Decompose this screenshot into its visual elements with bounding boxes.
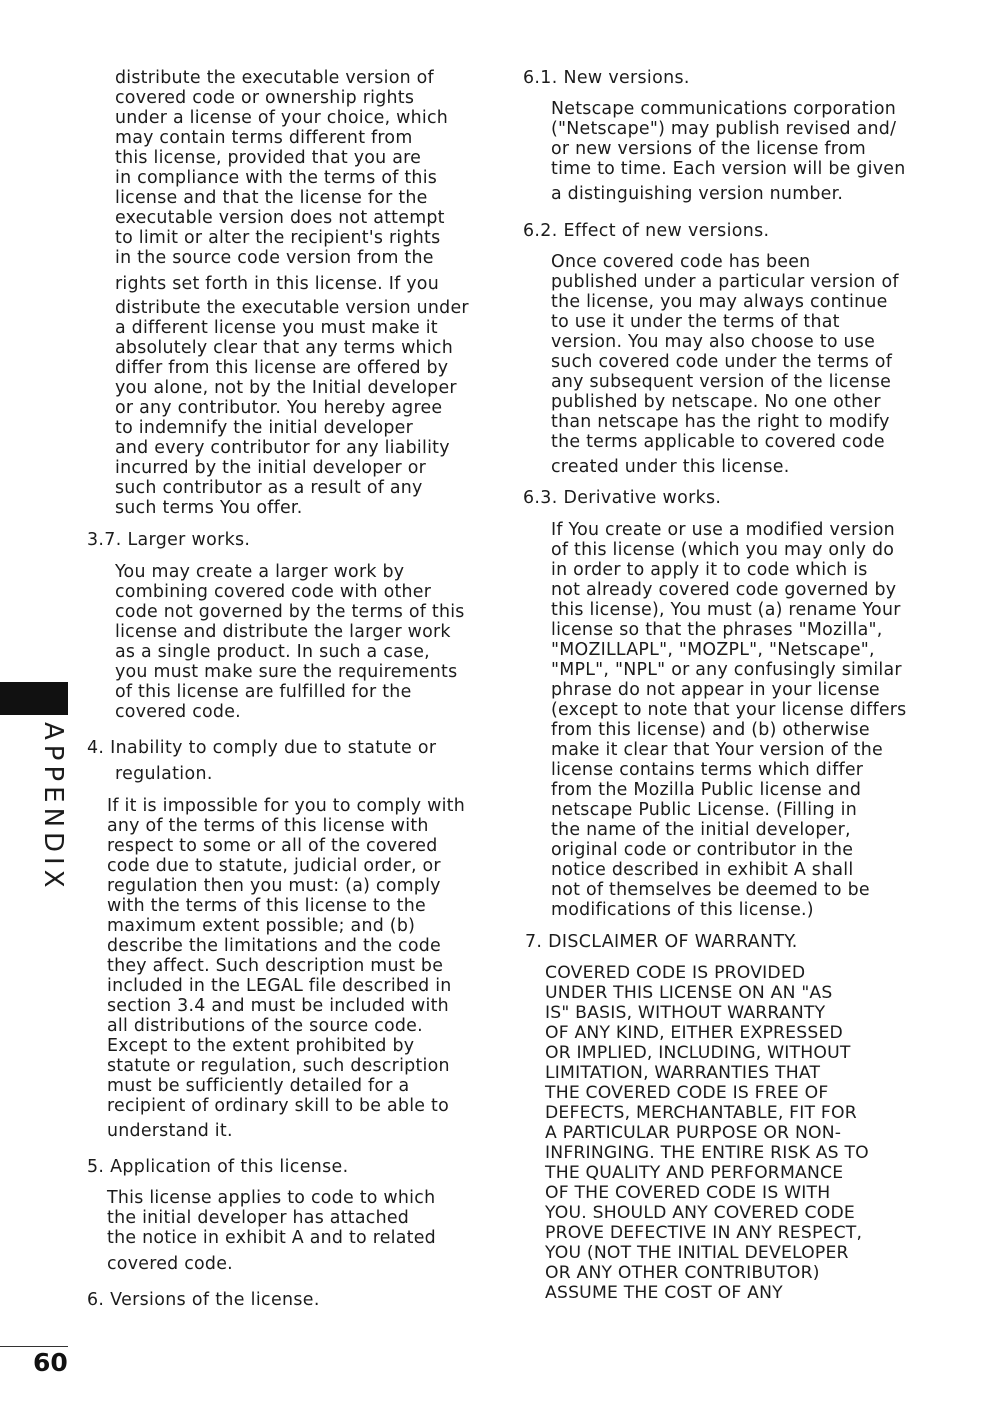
text-line: incurred by the initial developer or <box>115 458 427 478</box>
text-line: than netscape has the right to modify <box>551 412 890 432</box>
text-line: or any contributor. You hereby agree <box>115 398 443 418</box>
section-heading: 6.1. New versions. <box>523 68 690 88</box>
text-line: absolutely clear that any terms which <box>115 338 453 358</box>
text-line: PROVE DEFECTIVE IN ANY RESPECT, <box>545 1223 863 1243</box>
text-line: respect to some or all of the covered <box>107 836 438 856</box>
text-line: and every contributor for any liability <box>115 438 450 458</box>
text-line: under a license of your choice, which <box>115 108 449 128</box>
text-line: from the Mozilla Public license and <box>551 780 862 800</box>
text-line: version. You may also choose to use <box>551 332 876 352</box>
text-line: THE QUALITY AND PERFORMANCE <box>545 1163 844 1183</box>
text-line: must be sufficiently detailed for a <box>107 1076 410 1096</box>
text-line: UNDER THIS LICENSE ON AN "AS <box>545 983 833 1003</box>
text-line: modifications of this license.) <box>551 900 814 920</box>
text-line: Netscape communications corporation <box>551 99 897 119</box>
text-line: statute or regulation, such description <box>107 1056 450 1076</box>
text-line: THE COVERED CODE IS FREE OF <box>545 1083 829 1103</box>
text-line: rights set forth in this license. If you <box>115 274 439 294</box>
section-heading: 4. Inability to comply due to statute or <box>87 738 437 758</box>
text-line: may contain terms different from <box>115 128 413 148</box>
text-line: they affect. Such description must be <box>107 956 444 976</box>
text-line: time to time. Each version will be given <box>551 159 906 179</box>
text-line: Once covered code has been <box>551 252 811 272</box>
section-label-appendix: APPENDIX <box>38 722 68 893</box>
text-line: maximum extent possible; and (b) <box>107 916 416 936</box>
text-line: If You create or use a modified version <box>551 520 895 540</box>
text-line: covered code or ownership rights <box>115 88 415 108</box>
text-line: covered code. <box>115 702 241 722</box>
text-line: YOU (NOT THE INITIAL DEVELOPER <box>545 1243 849 1263</box>
text-line: OF THE COVERED CODE IS WITH <box>545 1183 831 1203</box>
text-line: ("Netscape") may publish revised and/ <box>551 119 897 139</box>
text-line: as a single product. In such a case, <box>115 642 430 662</box>
text-line: license so that the phrases "Mozilla", <box>551 620 883 640</box>
text-line: license and that the license for the <box>115 188 428 208</box>
text-line: not already covered code governed by <box>551 580 897 600</box>
text-line: DEFECTS, MERCHANTABLE, FIT FOR <box>545 1103 857 1123</box>
text-line: If it is impossible for you to comply with <box>107 796 466 816</box>
text-line: you must make sure the requirements <box>115 662 458 682</box>
text-line: YOU. SHOULD ANY COVERED CODE <box>545 1203 855 1223</box>
text-line: not of themselves be deemed to be <box>551 880 870 900</box>
text-line: included in the LEGAL file described in <box>107 976 452 996</box>
text-line: license and distribute the larger work <box>115 622 451 642</box>
text-line: ASSUME THE COST OF ANY <box>545 1283 783 1303</box>
text-line: "MOZILLAPL", "MOZPL", "Netscape", <box>551 640 875 660</box>
text-line: recipient of ordinary skill to be able to <box>107 1096 449 1116</box>
section-heading: 3.7. Larger works. <box>87 530 251 550</box>
text-line: such covered code under the terms of <box>551 352 893 372</box>
text-line: This license applies to code to which <box>107 1188 436 1208</box>
text-line: in compliance with the terms of this <box>115 168 438 188</box>
text-line: the license, you may always continue <box>551 292 888 312</box>
text-line: of this license (which you may only do <box>551 540 895 560</box>
text-line: such terms You offer. <box>115 498 303 518</box>
text-line: original code or contributor in the <box>551 840 854 860</box>
text-line: code not governed by the terms of this <box>115 602 465 622</box>
text-line: distribute the executable version under <box>115 298 469 318</box>
section-tab-marker <box>0 682 68 715</box>
text-line: regulation then you must: (a) comply <box>107 876 441 896</box>
page-number: 60 <box>33 1348 68 1377</box>
text-line: a distinguishing version number. <box>551 184 844 204</box>
text-line: OF ANY KIND, EITHER EXPRESSED <box>545 1023 843 1043</box>
text-line: (except to note that your license differs <box>551 700 907 720</box>
text-line: INFRINGING. THE ENTIRE RISK AS TO <box>545 1143 869 1163</box>
text-line: You may create a larger work by <box>115 562 405 582</box>
text-line: the initial developer has attached <box>107 1208 410 1228</box>
text-line: OR ANY OTHER CONTRIBUTOR) <box>545 1263 820 1283</box>
text-line: section 3.4 and must be included with <box>107 996 449 1016</box>
text-line: in the source code version from the <box>115 248 434 268</box>
text-line: Except to the extent prohibited by <box>107 1036 415 1056</box>
text-line: the terms applicable to covered code <box>551 432 885 452</box>
text-line: "MPL", "NPL" or any confusingly similar <box>551 660 902 680</box>
footer-rule <box>0 1346 68 1347</box>
text-line: from this license) and (b) otherwise <box>551 720 870 740</box>
text-line: understand it. <box>107 1121 233 1141</box>
text-line: with the terms of this license to the <box>107 896 426 916</box>
text-line: make it clear that Your version of the <box>551 740 883 760</box>
text-line: distribute the executable version of <box>115 68 434 88</box>
text-line: IS" BASIS, WITHOUT WARRANTY <box>545 1003 826 1023</box>
text-line: license contains terms which differ <box>551 760 864 780</box>
text-line: you alone, not by the Initial developer <box>115 378 457 398</box>
section-heading: 6.2. Effect of new versions. <box>523 221 770 241</box>
section-heading: 7. DISCLAIMER OF WARRANTY. <box>525 932 798 952</box>
text-line: the name of the initial developer, <box>551 820 851 840</box>
text-line: covered code. <box>107 1254 233 1274</box>
section-heading: 5. Application of this license. <box>87 1157 349 1177</box>
text-line: phrase do not appear in your license <box>551 680 880 700</box>
text-line: netscape Public License. (Filling in <box>551 800 857 820</box>
text-line: all distributions of the source code. <box>107 1016 423 1036</box>
text-line: a different license you must make it <box>115 318 438 338</box>
text-line: of this license are fulfilled for the <box>115 682 412 702</box>
section-heading: 6. Versions of the license. <box>87 1290 320 1310</box>
text-line: this license, provided that you are <box>115 148 422 168</box>
text-line: in order to apply it to code which is <box>551 560 868 580</box>
text-line: such contributor as a result of any <box>115 478 423 498</box>
text-line: A PARTICULAR PURPOSE OR NON- <box>545 1123 842 1143</box>
text-line: notice described in exhibit A shall <box>551 860 854 880</box>
text-line: any of the terms of this license with <box>107 816 429 836</box>
text-line: or new versions of the license from <box>551 139 866 159</box>
section-heading: 6.3. Derivative works. <box>523 488 722 508</box>
text-line: published by netscape. No one other <box>551 392 881 412</box>
text-line: to use it under the terms of that <box>551 312 840 332</box>
text-line: code due to statute, judicial order, or <box>107 856 441 876</box>
text-line: describe the limitations and the code <box>107 936 441 956</box>
text-line: to limit or alter the recipient's rights <box>115 228 441 248</box>
text-line: combining covered code with other <box>115 582 432 602</box>
text-line: this license), You must (a) rename Your <box>551 600 901 620</box>
text-line: OR IMPLIED, INCLUDING, WITHOUT <box>545 1043 851 1063</box>
section-heading: regulation. <box>115 764 213 784</box>
text-line: published under a particular version of <box>551 272 899 292</box>
text-line: any subsequent version of the license <box>551 372 892 392</box>
text-line: the notice in exhibit A and to related <box>107 1228 436 1248</box>
text-line: executable version does not attempt <box>115 208 445 228</box>
text-line: LIMITATION, WARRANTIES THAT <box>545 1063 821 1083</box>
text-line: created under this license. <box>551 457 790 477</box>
text-line: to indemnify the initial developer <box>115 418 414 438</box>
text-line: COVERED CODE IS PROVIDED <box>545 963 806 983</box>
text-line: differ from this license are offered by <box>115 358 449 378</box>
